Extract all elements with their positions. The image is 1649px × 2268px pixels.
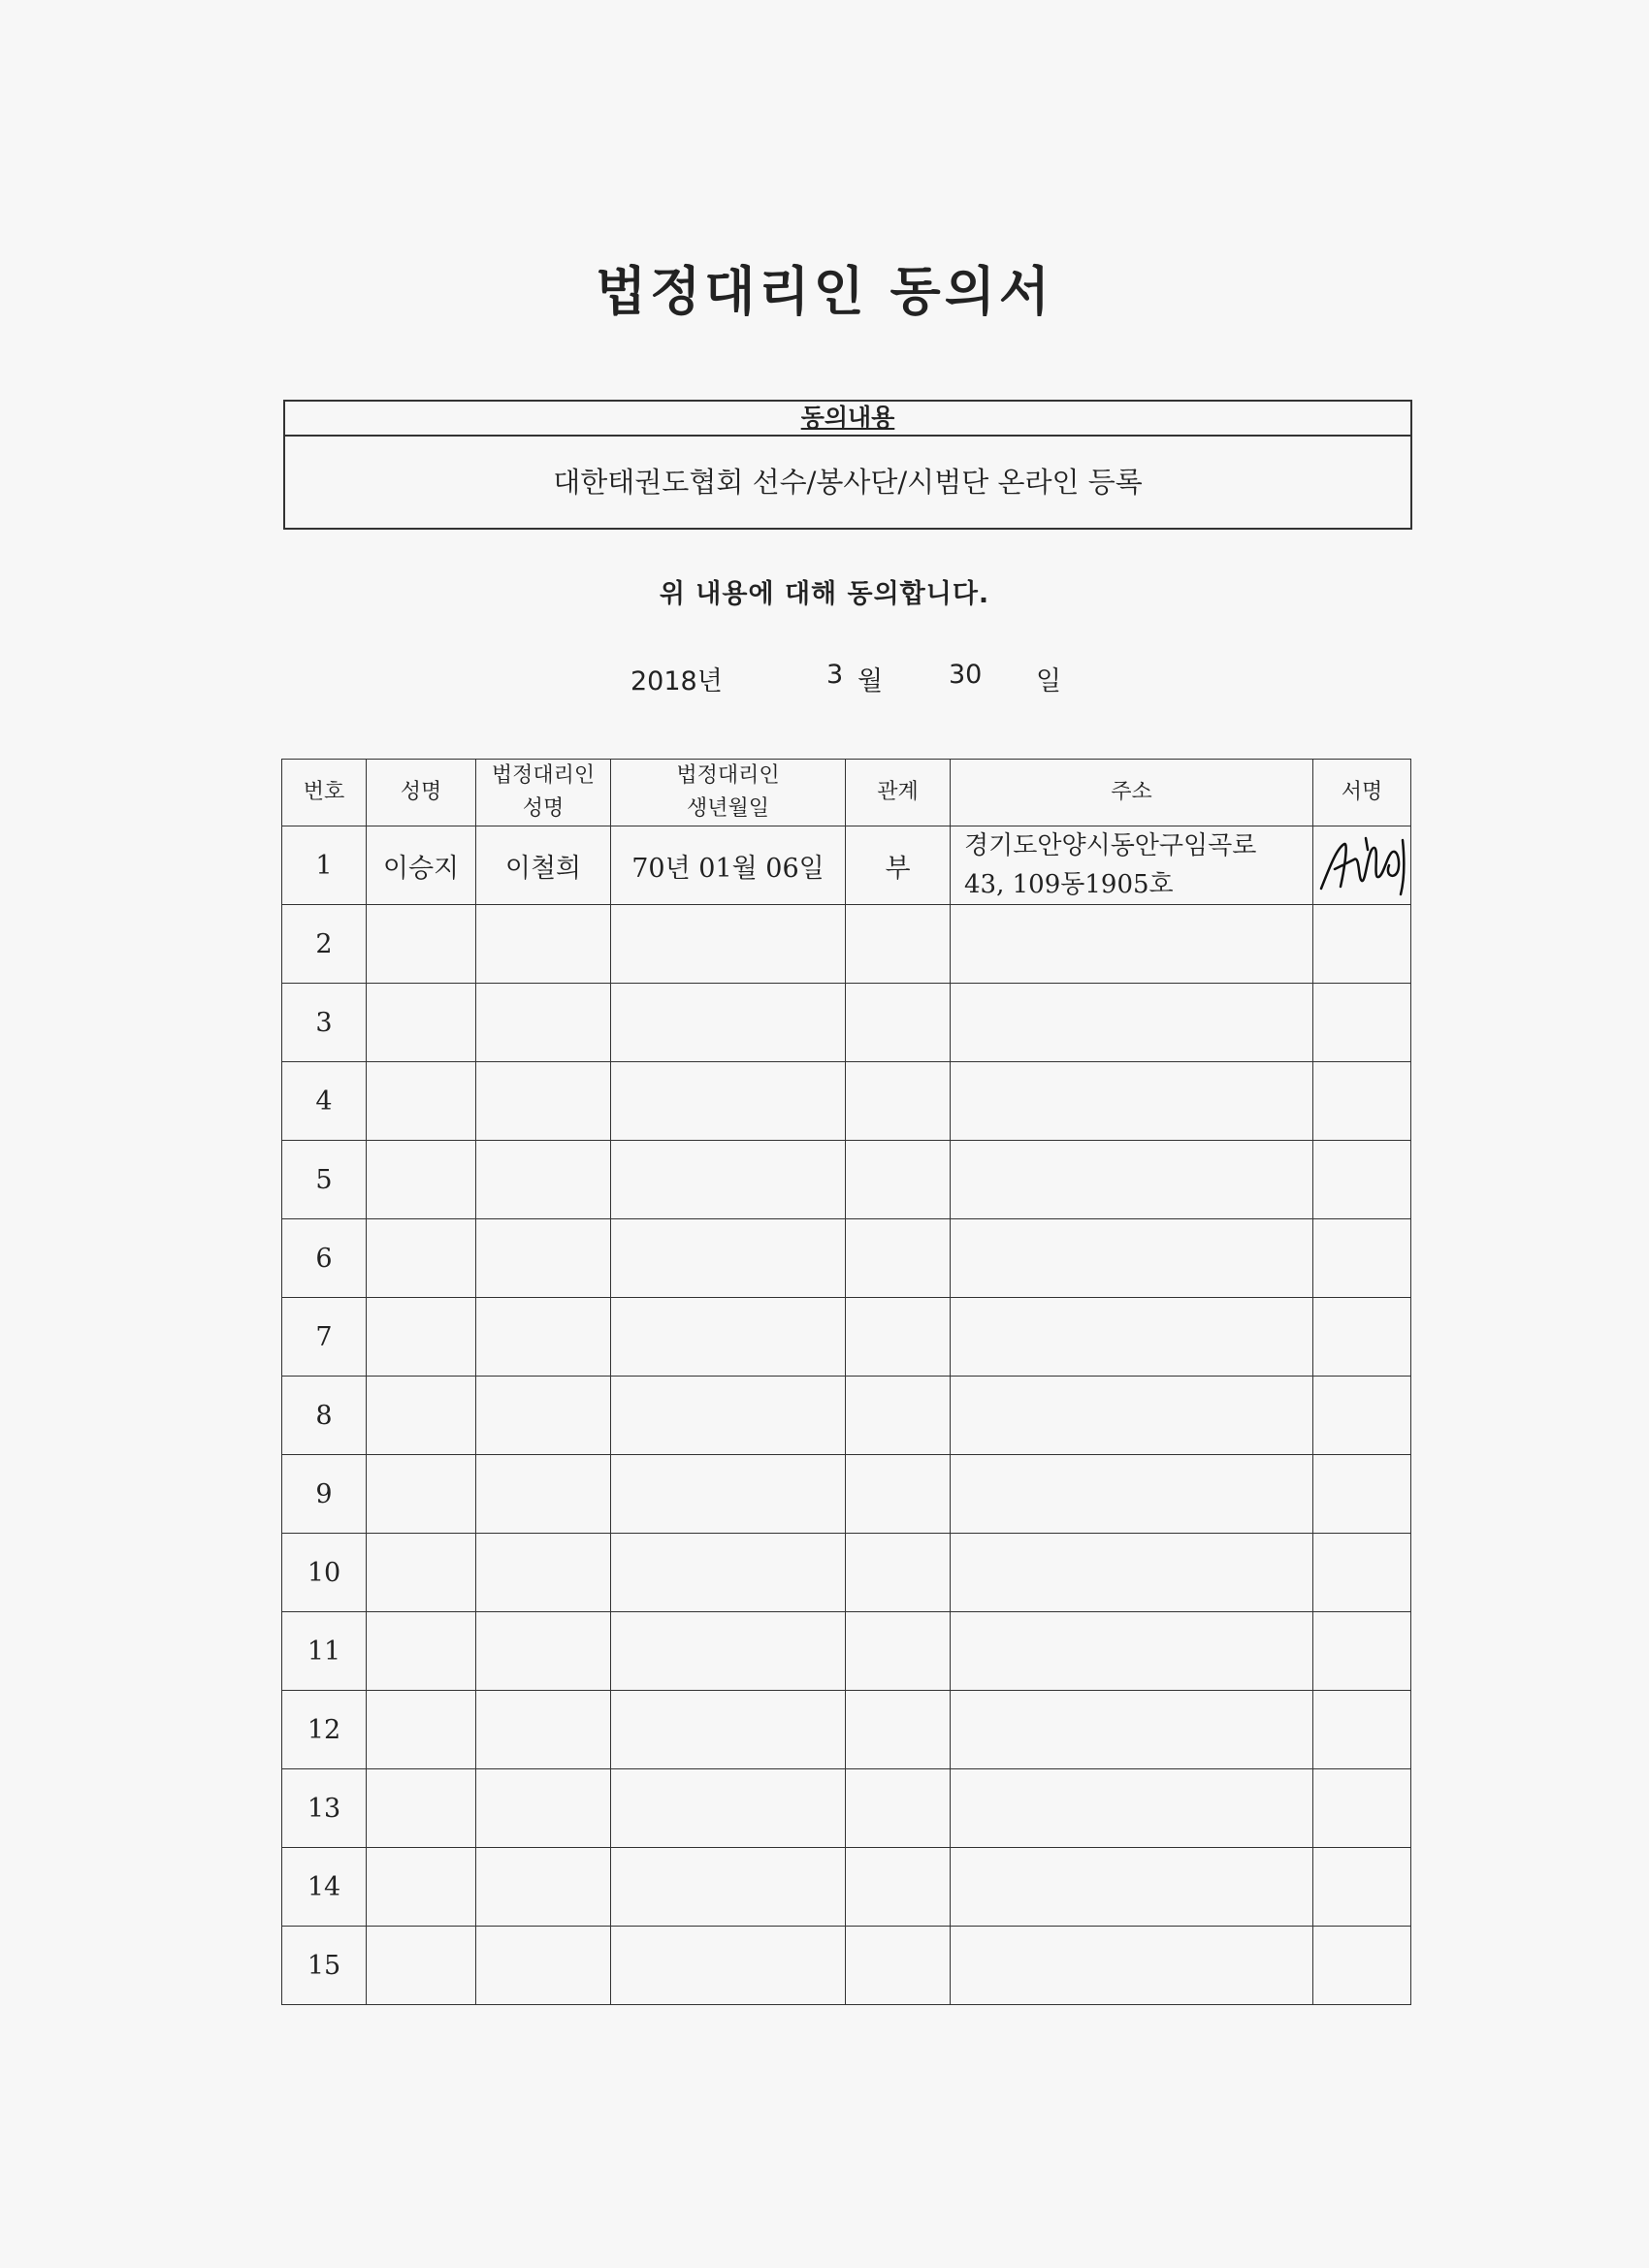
table-body [282,826,1411,2005]
cell-no: 2 [282,905,367,984]
cell-no: 1 [282,826,367,905]
header-address: 주소 [951,760,1313,826]
cell-address [951,1062,1313,1141]
table-row [282,1534,1411,1612]
signature-icon [1315,830,1408,900]
cell-name [367,1927,476,2005]
cell-address [951,1141,1313,1219]
cell-relation [846,1455,951,1534]
cell-signature [1313,1769,1411,1848]
cell-signature [1313,1848,1411,1927]
cell-guardian [476,1534,611,1612]
cell-guardian [476,905,611,984]
cell-name [367,1377,476,1455]
cell-guardian [476,1691,611,1769]
header-guardian-birth-line2: 생년월일 [686,796,769,821]
table-row [282,1298,1411,1377]
cell-relation [846,1377,951,1455]
cell-birth [611,1612,846,1691]
header-signature: 서명 [1313,760,1411,826]
header-relation: 관계 [846,760,951,826]
cell-address [951,1534,1313,1612]
cell-signature [1313,905,1411,984]
cell-signature [1313,1219,1411,1298]
cell-no: 3 [282,984,367,1062]
cell-address [951,1691,1313,1769]
page-title: 법정대리인 동의서 [595,261,1054,322]
cell-birth [611,1141,846,1219]
guardian-table [281,759,1411,2005]
header-guardian-name-line2: 성명 [522,796,565,821]
cell-signature [1313,1377,1411,1455]
cell-birth [611,1219,846,1298]
cell-name [367,1612,476,1691]
consent-heading: 동의내용 [285,402,1410,437]
cell-birth [611,1455,846,1534]
cell-signature [1313,1691,1411,1769]
consent-box [283,400,1412,530]
cell-guardian [476,1612,611,1691]
cell-no: 5 [282,1141,367,1219]
cell-birth [611,1534,846,1612]
table-row [282,1927,1411,2005]
cell-name [367,984,476,1062]
table-header-row [282,760,1411,826]
cell-address [951,1927,1313,2005]
cell-birth [611,1377,846,1455]
cell-no: 10 [282,1534,367,1612]
cell-name: 이승지 [367,826,476,905]
cell-birth [611,1062,846,1141]
cell-birth [611,1298,846,1377]
cell-relation [846,1298,951,1377]
date-month-unit: 월 [857,666,884,697]
cell-no: 14 [282,1848,367,1927]
header-no: 번호 [282,760,367,826]
cell-relation [846,1534,951,1612]
cell-name [367,1141,476,1219]
cell-address [951,1377,1313,1455]
cell-relation [846,905,951,984]
header-guardian-name [476,760,611,826]
cell-signature [1313,1612,1411,1691]
cell-no: 8 [282,1377,367,1455]
cell-signature [1313,1141,1411,1219]
cell-guardian [476,1769,611,1848]
cell-address [951,1848,1313,1927]
cell-relation [846,1062,951,1141]
cell-signature [1313,1534,1411,1612]
table-row [282,826,1411,905]
cell-birth: 70년 01월 06일 [611,826,846,905]
cell-signature [1313,1927,1411,2005]
cell-guardian [476,1455,611,1534]
cell-address [951,1219,1313,1298]
cell-guardian [476,1927,611,2005]
cell-no: 11 [282,1612,367,1691]
cell-name [367,1219,476,1298]
table-row [282,1769,1411,1848]
cell-signature [1313,1062,1411,1141]
table-row [282,1377,1411,1455]
cell-guardian [476,984,611,1062]
address-line2: 43, 109동1905호 [964,870,1174,899]
cell-name [367,1298,476,1377]
cell-name [367,1062,476,1141]
cell-birth [611,1691,846,1769]
table-row [282,1062,1411,1141]
table-row [282,1848,1411,1927]
cell-no: 7 [282,1298,367,1377]
cell-relation: 부 [846,826,951,905]
date-month: 3 [826,660,844,690]
cell-birth [611,984,846,1062]
cell-no: 6 [282,1219,367,1298]
cell-guardian [476,1848,611,1927]
cell-guardian [476,1062,611,1141]
cell-guardian [476,1377,611,1455]
cell-no: 12 [282,1691,367,1769]
table-row [282,1141,1411,1219]
cell-signature [1313,1298,1411,1377]
table-row [282,984,1411,1062]
header-name: 성명 [367,760,476,826]
address-line1: 경기도안양시동안구임곡로 [964,831,1257,860]
cell-birth [611,1769,846,1848]
cell-guardian [476,1298,611,1377]
table-row [282,1612,1411,1691]
cell-guardian [476,1219,611,1298]
cell-no: 4 [282,1062,367,1141]
table-row [282,1219,1411,1298]
agreement-text: 위 내용에 대해 동의합니다. [659,579,990,609]
cell-relation [846,1769,951,1848]
cell-relation [846,1612,951,1691]
cell-name [367,1691,476,1769]
cell-name [367,1769,476,1848]
cell-address [951,1455,1313,1534]
cell-relation [846,1219,951,1298]
cell-name [367,1455,476,1534]
cell-relation [846,1927,951,2005]
cell-name [367,1848,476,1927]
cell-no: 9 [282,1455,367,1534]
cell-relation [846,1691,951,1769]
header-guardian-birth-line1: 법정대리인 [676,763,780,788]
date-day-unit: 일 [1036,666,1062,697]
cell-address [951,1612,1313,1691]
cell-address [951,1769,1313,1848]
table-row [282,1455,1411,1534]
cell-guardian: 이철희 [476,826,611,905]
cell-signature [1313,984,1411,1062]
header-guardian-name-line1: 법정대리인 [491,763,596,788]
cell-relation [846,1848,951,1927]
cell-birth [611,1848,846,1927]
cell-address [951,826,1313,905]
cell-name [367,1534,476,1612]
cell-guardian [476,1141,611,1219]
header-guardian-birth [611,760,846,826]
date-year: 2018년 [630,666,723,697]
cell-birth [611,1927,846,2005]
cell-no: 15 [282,1927,367,2005]
cell-address [951,984,1313,1062]
cell-address [951,1298,1313,1377]
consent-content: 대한태권도협회 선수/봉사단/시범단 온라인 등록 [553,466,1143,499]
cell-name [367,905,476,984]
date-day: 30 [949,660,983,690]
cell-no: 13 [282,1769,367,1848]
cell-relation [846,984,951,1062]
cell-birth [611,905,846,984]
cell-signature [1313,1455,1411,1534]
cell-relation [846,1141,951,1219]
cell-signature [1313,826,1411,905]
table-row [282,1691,1411,1769]
table-row [282,905,1411,984]
cell-address [951,905,1313,984]
